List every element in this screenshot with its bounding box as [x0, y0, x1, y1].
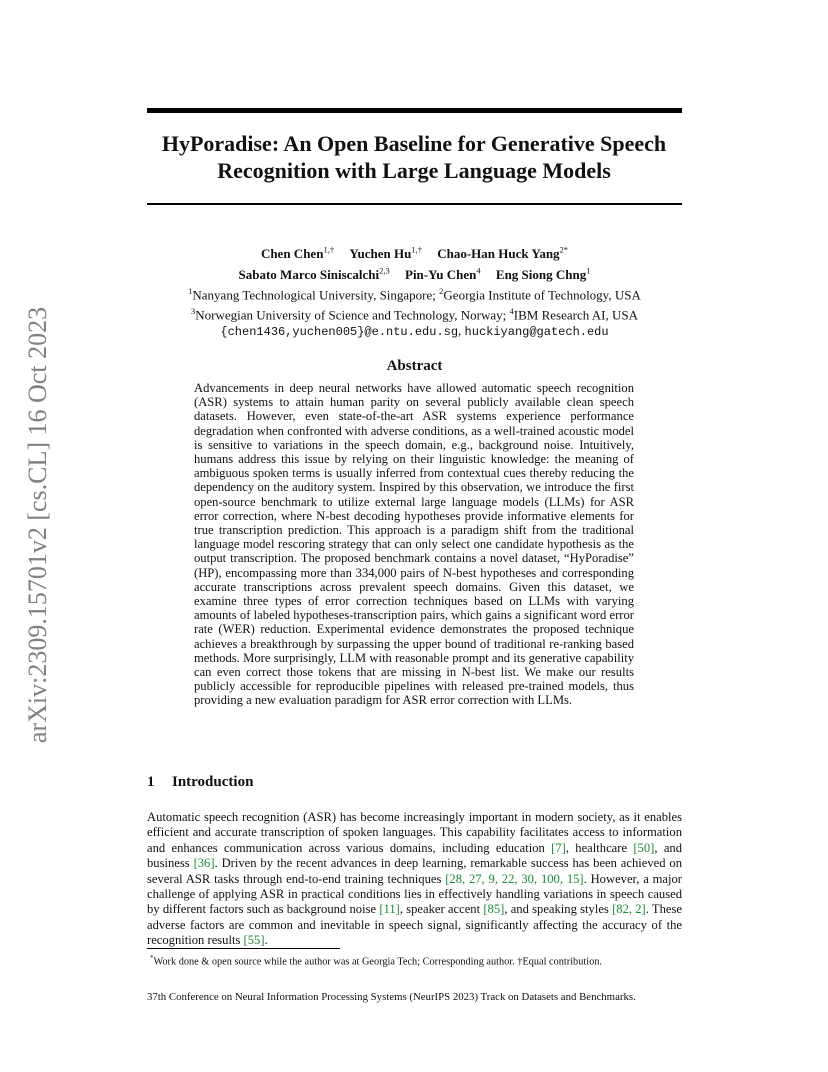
author-name: Eng Siong Chng$^1$ — [495, 265, 591, 282]
author-line-2 — [147, 262, 682, 282]
author-emails: {chen1436,yuchen005}@e.ntu.edu.sg, huckiyang@gatech.edu — [220, 323, 609, 340]
author-block — [147, 242, 682, 340]
author-name: Chen Chen$^{1,\dagger}$ — [260, 245, 335, 262]
affiliation-line-1: $^1$Nanyang Technological University, Singapore; $^2$Georgia Institute of Technology, USA — [188, 285, 641, 302]
title-rule-top — [147, 108, 682, 113]
arxiv-watermark: arXiv:2309.15701v2 [cs.CL] 16 Oct 2023 — [23, 306, 52, 744]
citation-link[interactable]: [55] — [243, 933, 265, 948]
citation-link[interactable]: [28, 27, 9, 22, 30, 100, 15] — [445, 871, 584, 886]
abstract-heading: Abstract — [386, 358, 443, 374]
paper-title: HyPoradise: An Open Baseline for Generative Speech Recognition with Large Language Models — [161, 131, 667, 183]
citation-link[interactable]: [11] — [379, 902, 400, 917]
citation-link[interactable]: [85] — [483, 902, 505, 917]
citation-link[interactable]: [50] — [633, 840, 655, 855]
introduction-paragraph: Automatic speech recognition (ASR) has become increasingly important in modern society, as it enables efficient and accurate transcription of spoken languages. This capability facilitates access to information and enhances communication across various domains, including education [7], healthcare [50], and business [36]. Driven by the recent advances in deep learning, remarkable success has been achieved on several ASR tasks through end-to-end training techniques [28, 27, 9, 22, 30, 100, 15]. However, a major challenge of applying ASR in practical conditions lies in effectively handling variations in speech caused by different factors such as background noise [11], speaker accent [85], and speaking styles [82, 2]. These adverse factors are common and inevitable in speech signal, significantly affecting the accuracy of the recognition results [55]. — [147, 810, 683, 948]
citation-link[interactable]: [36] — [193, 856, 215, 871]
author-name: Chao-Han Huck Yang$^{2*}$ — [437, 245, 569, 262]
title-rule-bottom — [147, 203, 682, 205]
footnote: *Work done & open source while the author was at Georgia Tech; Corresponding author. †Equal contribution. — [150, 954, 602, 968]
citation-link[interactable]: [82, 2] — [612, 902, 646, 917]
author-name: Pin-Yu Chen$^4$ — [405, 265, 481, 282]
author-name: Sabato Marco Siniscalchi$^{2,3}$ — [238, 265, 390, 282]
affiliation-line-2: $^3$Norwegian University of Science and Technology, Norway; $^4$IBM Research AI, USA — [191, 305, 638, 323]
author-line-1 — [147, 242, 682, 262]
conference-note: 37th Conference on Neural Information Processing Systems (NeurIPS 2023) Track on Datasets and Benchmarks. — [147, 991, 636, 1003]
abstract-text: Advancements in deep neural networks have allowed automatic speech recognition (ASR) systems to attain human parity on several publicly available clean speech datasets. However, even state-of-the-art ASR systems experience performance degradation when confronted with adverse conditions, as a well-trained acoustic model is sensitive to variations in the speech domain, e.g., background noise. Intuitively, humans address this issue by relying on their linguistic knowledge: the meaning of ambiguous spoken terms is usually inferred from contextual cues thereby reducing the dependency on the auditory system. Inspired by this observation, we introduce the first open-source benchmark to utilize external large language models (LLMs) for ASR error correction, where N-best decoding hypotheses provide informative elements for true transcription prediction. This approach is a paradigm shift from the traditional language model rescoring strategy that can only select one candidate hypothesis as the output transcription. The proposed benchmark contains a novel dataset, “HyPoradise” (HP), encompassing more than 334,000 pairs of N-best hypotheses and corresponding accurate transcriptions across prevalent speech domains. Given this dataset, we examine three types of error correction techniques based on LLMs with varying amounts of labeled hypotheses-transcription pairs, which gains a significant word error rate (WER) reduction. Experimental evidence demonstrates the proposed technique achieves a breakthrough by surpassing the upper bound of traditional re-ranking based methods. More surprisingly, LLM with reasonable prompt and its generative capability can even correct those tokens that are missing in N-best list. We make our results publicly accessible for reproducible pipelines with released pre-trained models, thus providing a new evaluation paradigm for ASR error correction with LLMs. — [194, 381, 634, 708]
footnote-rule — [147, 948, 340, 949]
citation-link[interactable]: [7] — [551, 840, 566, 855]
author-name: Yuchen $Hu^{1,\dagger}$ — [349, 245, 422, 262]
section-heading-introduction: 1 Introduction — [147, 774, 254, 790]
